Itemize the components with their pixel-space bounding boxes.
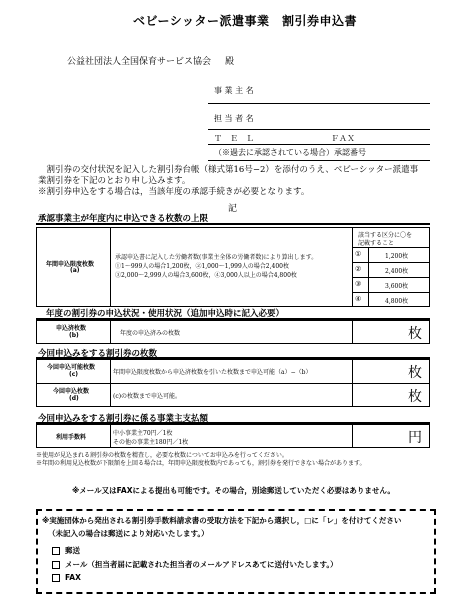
choice-rule-1: [352, 262, 430, 263]
addressee-suffix: 殿: [225, 57, 235, 67]
section2-desc: 年度の申込済みの枚数: [120, 330, 181, 337]
post-checkbox[interactable]: [52, 547, 60, 555]
section1-rule: [36, 223, 430, 225]
choice-rule-2: [352, 277, 430, 278]
intro-line-2: 業割引券を下記のとおり申し込みます。: [38, 176, 191, 186]
section3-row2-unit: 枚: [408, 389, 422, 405]
intro-line-1: 割引券の交付状況を記入した割引券台帳（様式第16号−2）を添付のうえ、ベビーシッター派遣事: [38, 165, 419, 175]
section2-divider-1: [110, 320, 111, 344]
section3-row1-unit: 枚: [408, 365, 422, 381]
section2-divider-2: [352, 320, 353, 344]
section4-desc-1: 中小事業主70円／1枚: [113, 430, 173, 437]
email-checkbox[interactable]: [52, 561, 60, 569]
note-2: ※年間の利用見込枚数が下限額を上回る場合は，年間申込限度枚数内であっても，割引券を発行できない場合があります。: [36, 460, 366, 467]
delivery-option-email-label: メール（担当者届に記載された担当者のメールアドレスあてに送付いたします。）: [65, 560, 338, 569]
page-title: ベビーシッター派遣事業 割引券申込書: [133, 14, 358, 28]
ki-heading: 記: [228, 204, 238, 214]
delivery-option-fax[interactable]: [52, 573, 81, 582]
section1-row-label-code: (a): [70, 267, 80, 274]
section3-row1-label: 今回申込可能枚数: [47, 364, 96, 371]
approval-note: （※過去に承認されている場合）承認番号: [214, 148, 366, 157]
choice-value-3: 3,600枚: [385, 283, 409, 290]
delivery-line-1: ※実施団体から発出される割引券手数料請求書の受取方法を下記から選択し，□に「レ」を付けてください: [42, 516, 402, 525]
section3-row2-label-code: (d): [69, 395, 79, 402]
section1-desc-3: ③2,000〜2,999人の場合3,600枚，④3,000人以上の場合4,800枚: [115, 272, 297, 279]
section1-desc-1: 承認申込書に記入した労働者数(事業主全体の労働者数)により算出します。: [115, 254, 318, 261]
section2-heading: 年度の割引券の申込状況・使用状況（追加申込時に記入必要）: [46, 309, 285, 319]
section1-divider-1: [110, 227, 111, 307]
delivery-option-fax-label: FAX: [65, 573, 81, 582]
choice-num-2: ②: [355, 265, 362, 273]
section4-heading: 今回申込みをする割引券に係る事業主支払額: [38, 414, 209, 424]
section4-row-label: 利用手数料: [56, 434, 87, 441]
tel-label: Ｔ Ｅ Ｌ: [214, 134, 254, 143]
choice-value-2: 2,400枚: [385, 268, 409, 275]
section1-row-label: 年間申込限度枚数: [46, 261, 95, 268]
choice-rule-0: [352, 247, 430, 248]
approval-line: [208, 160, 430, 161]
choice-value-1: 1,200枚: [385, 253, 409, 260]
delivery-option-email[interactable]: [52, 559, 338, 570]
section4-desc-2: その他の事業主180円／1枚: [113, 439, 189, 446]
business-owner-line: [208, 103, 430, 104]
addressee: 公益社団法人全国保育サービス協会: [67, 57, 212, 67]
section3-row1-label-code: (c): [69, 371, 79, 378]
section2-row-label-code: (b): [69, 332, 79, 339]
section2-row-label: 申込済枚数: [56, 325, 87, 332]
section1-heading: 承認事業主が年度内に申込できる枚数の上限: [38, 214, 209, 224]
note-1: ※使用が見込まれる割引券の枚数を精査し，必要な枚数についてお申込みを行ってください。: [36, 452, 288, 459]
choice-header-2: 記載すること: [358, 240, 395, 247]
section3-divider-1: [110, 359, 111, 407]
section2-table: [36, 320, 430, 344]
choice-rule-3: [352, 292, 430, 293]
section4-unit: 円: [408, 430, 422, 446]
fax-label: ＦＡＸ: [331, 134, 355, 143]
intro-line-3: ※割引券申込をする場合は，当該年度の承認手続きが必要となります。: [38, 187, 310, 197]
section3-row2-label: 今回申込枚数: [53, 388, 90, 395]
section1-desc-2: ①1〜999人の場合1,200枚，②1,000〜1,999人の場合2,400枚: [115, 263, 289, 270]
choice-header-1: 該当する区分に〇を: [358, 232, 413, 239]
choice-num-divider: [368, 247, 369, 307]
choice-num-4: ④: [355, 295, 362, 303]
section3-row-divider: [36, 383, 430, 384]
mail-note: ※メール又はFAXによる提出も可能です。その場合，別途郵送していただく必要はありません。: [72, 486, 395, 495]
section2-unit: 枚: [408, 326, 422, 342]
person-in-charge-label: 担 当 者 名: [214, 114, 254, 123]
fax-checkbox[interactable]: [52, 574, 60, 582]
delivery-option-post[interactable]: [52, 545, 80, 556]
choice-num-3: ③: [355, 280, 362, 288]
choice-num-1: ①: [355, 250, 362, 258]
business-owner-label: 事 業 主 名: [214, 86, 254, 95]
section3-row1-desc: 年間申込限度枚数から申込済枚数を引いた枚数まで申込可能（a）−（b）: [113, 369, 312, 376]
section3-divider-2: [352, 359, 353, 407]
choice-value-4: 4,800枚: [385, 298, 409, 305]
person-in-charge-line: [208, 129, 430, 130]
delivery-option-post-label: 郵送: [65, 546, 80, 555]
section3-heading: 今回申込みをする割引券の枚数: [38, 349, 158, 359]
delivery-line-2: （未記入の場合は郵送により対応いたします。）: [48, 529, 209, 538]
section3-row2-desc: (c)の枚数まで申込可能。: [113, 393, 182, 400]
tel-line: [208, 144, 430, 145]
section4-divider-1: [110, 424, 111, 448]
section4-table: [36, 424, 430, 448]
section1-divider-2: [352, 227, 353, 307]
section4-divider-2: [352, 424, 353, 448]
